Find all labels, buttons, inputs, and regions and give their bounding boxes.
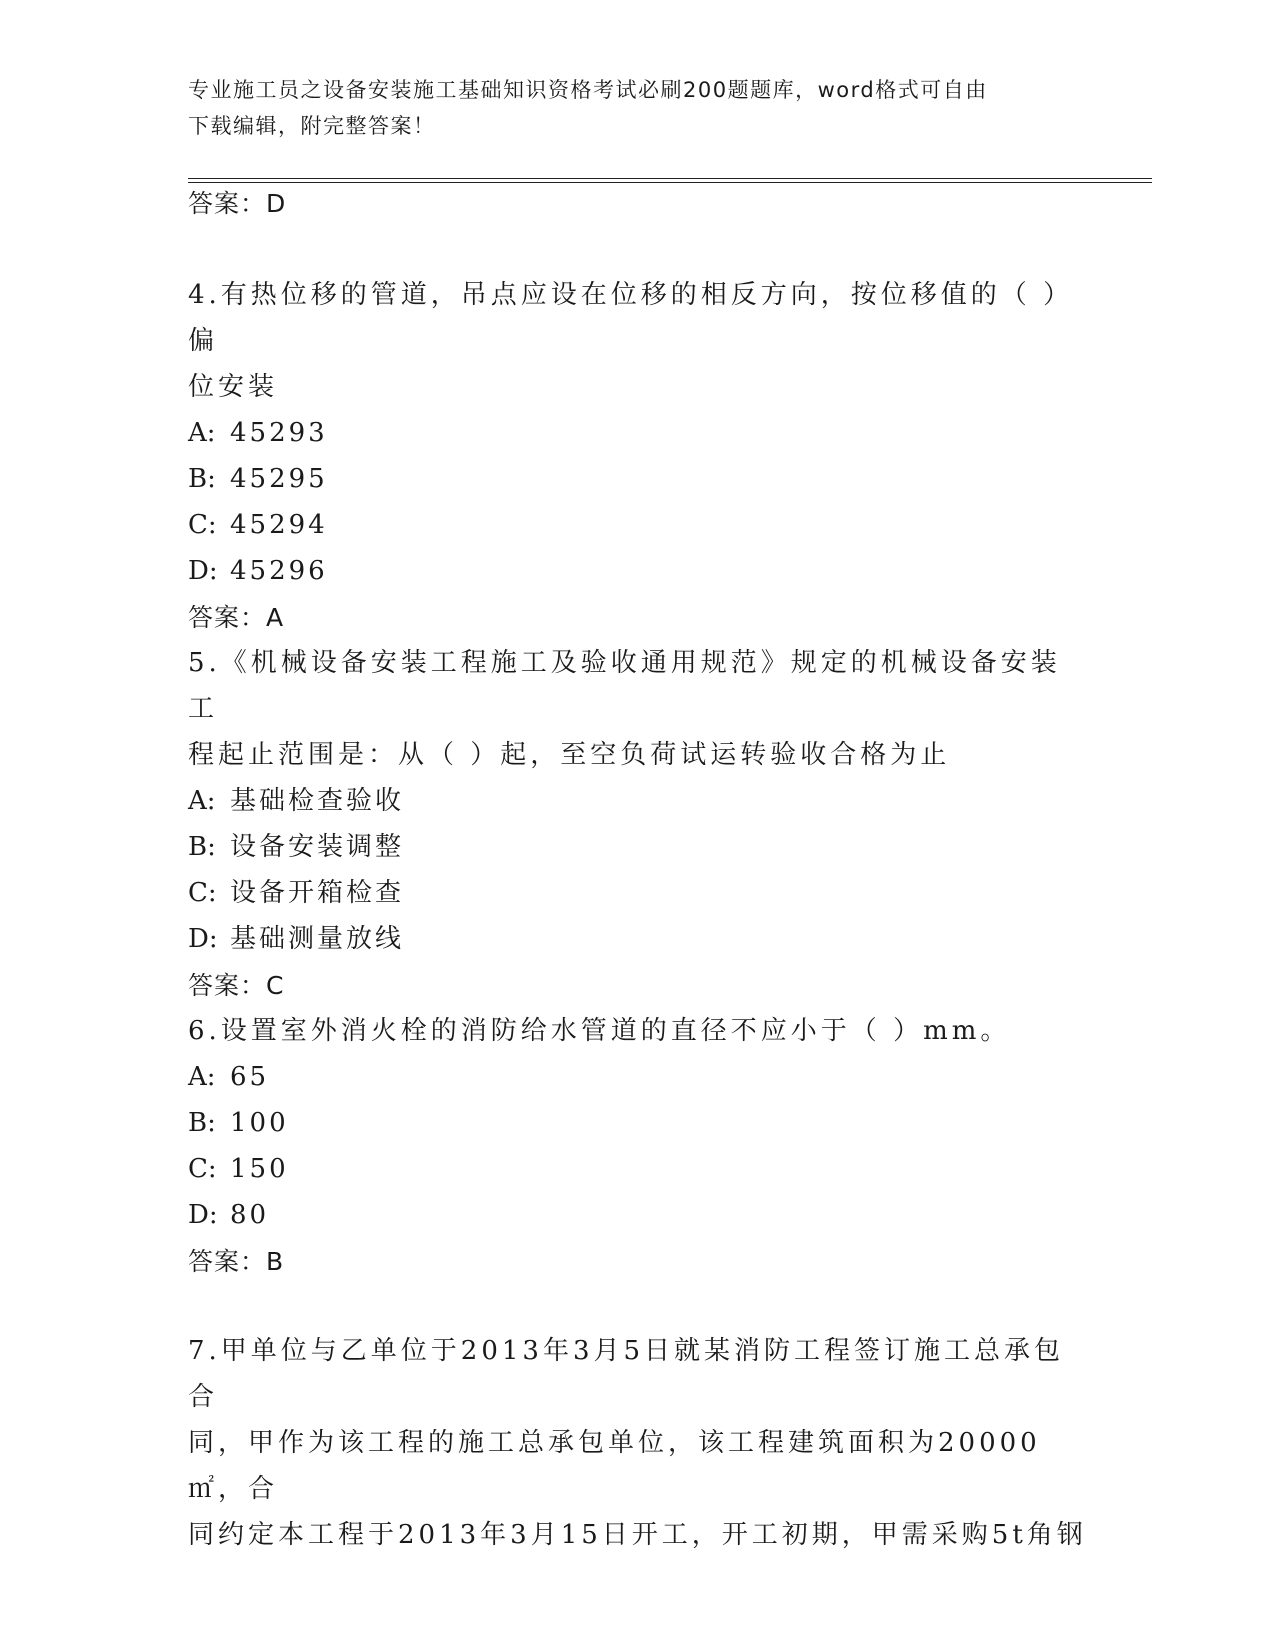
question-7: [188, 1328, 1088, 1558]
option-a: [188, 1054, 1088, 1100]
option-label: B:: [188, 1108, 216, 1138]
option-text: 100: [230, 1108, 289, 1138]
previous-answer-block: [188, 186, 1088, 232]
option-a: [188, 410, 1088, 456]
option-c: [188, 1146, 1088, 1192]
option-label: A:: [188, 786, 216, 816]
answer-line: 答案：D: [188, 189, 287, 218]
header-divider-top: [188, 178, 1152, 179]
option-text: 80: [230, 1200, 270, 1230]
option-d: [188, 1192, 1088, 1238]
header-divider-bottom: [188, 182, 1152, 183]
option-text: 基础测量放线: [230, 924, 405, 954]
option-b: [188, 456, 1088, 502]
option-label: B:: [188, 464, 216, 494]
answer-line: 答案：A: [188, 603, 285, 632]
option-label: A:: [188, 1062, 216, 1092]
answer-line: 答案：C: [188, 971, 285, 1000]
option-label: D:: [188, 1200, 218, 1230]
question-text-line: 同约定本工程于2013年3月15日开工，开工初期，甲需采购5t角钢: [188, 1520, 1087, 1550]
option-text: 150: [230, 1154, 289, 1184]
option-c: [188, 870, 1088, 916]
option-label: C:: [188, 878, 217, 908]
question-5: [188, 640, 1088, 1014]
option-label: B:: [188, 832, 216, 862]
option-b: [188, 824, 1088, 870]
answer-line: 答案：B: [188, 1247, 285, 1276]
question-text-line: 5.《机械设备安装工程施工及验收通用规范》规定的机械设备安装工: [188, 648, 1061, 724]
question-text-line: 7.甲单位与乙单位于2013年3月5日就某消防工程签订施工总承包合: [188, 1336, 1065, 1412]
option-d: [188, 916, 1088, 962]
option-label: D:: [188, 556, 218, 586]
option-text: 45295: [230, 464, 328, 494]
option-text: 设备开箱检查: [230, 878, 405, 908]
option-text: 设备安装调整: [230, 832, 405, 862]
question-text-line: 6.设置室外消火栓的消防给水管道的直径不应小于（ ）mm。: [188, 1016, 1011, 1046]
option-text: 45296: [230, 556, 328, 586]
question-text-line: 同，甲作为该工程的施工总承包单位，该工程建筑面积为20000㎡，合: [188, 1428, 1041, 1504]
question-text-line: 程起止范围是：从（ ）起，至空负荷试运转验收合格为止: [188, 740, 951, 770]
option-text: 45293: [230, 418, 328, 448]
option-label: A:: [188, 418, 216, 448]
question-6: [188, 1008, 1088, 1290]
question-4: [188, 272, 1088, 646]
question-text-line: 位安装: [188, 372, 279, 402]
option-text: 65: [230, 1062, 270, 1092]
option-a: [188, 778, 1088, 824]
option-text: 45294: [230, 510, 328, 540]
option-text: 基础检查验收: [230, 786, 405, 816]
header-line-1: 专业施工员之设备安装施工基础知识资格考试必刷200题题库，word格式可自由: [188, 78, 988, 102]
option-label: D:: [188, 924, 218, 954]
question-text-line: 4.有热位移的管道，吊点应设在位移的相反方向，按位移值的（ ）偏: [188, 280, 1074, 356]
document-header: [188, 72, 1068, 144]
option-d: [188, 548, 1088, 594]
option-c: [188, 502, 1088, 548]
option-label: C:: [188, 1154, 217, 1184]
header-line-2: 下载编辑，附完整答案！: [188, 114, 436, 138]
option-b: [188, 1100, 1088, 1146]
option-label: C:: [188, 510, 217, 540]
